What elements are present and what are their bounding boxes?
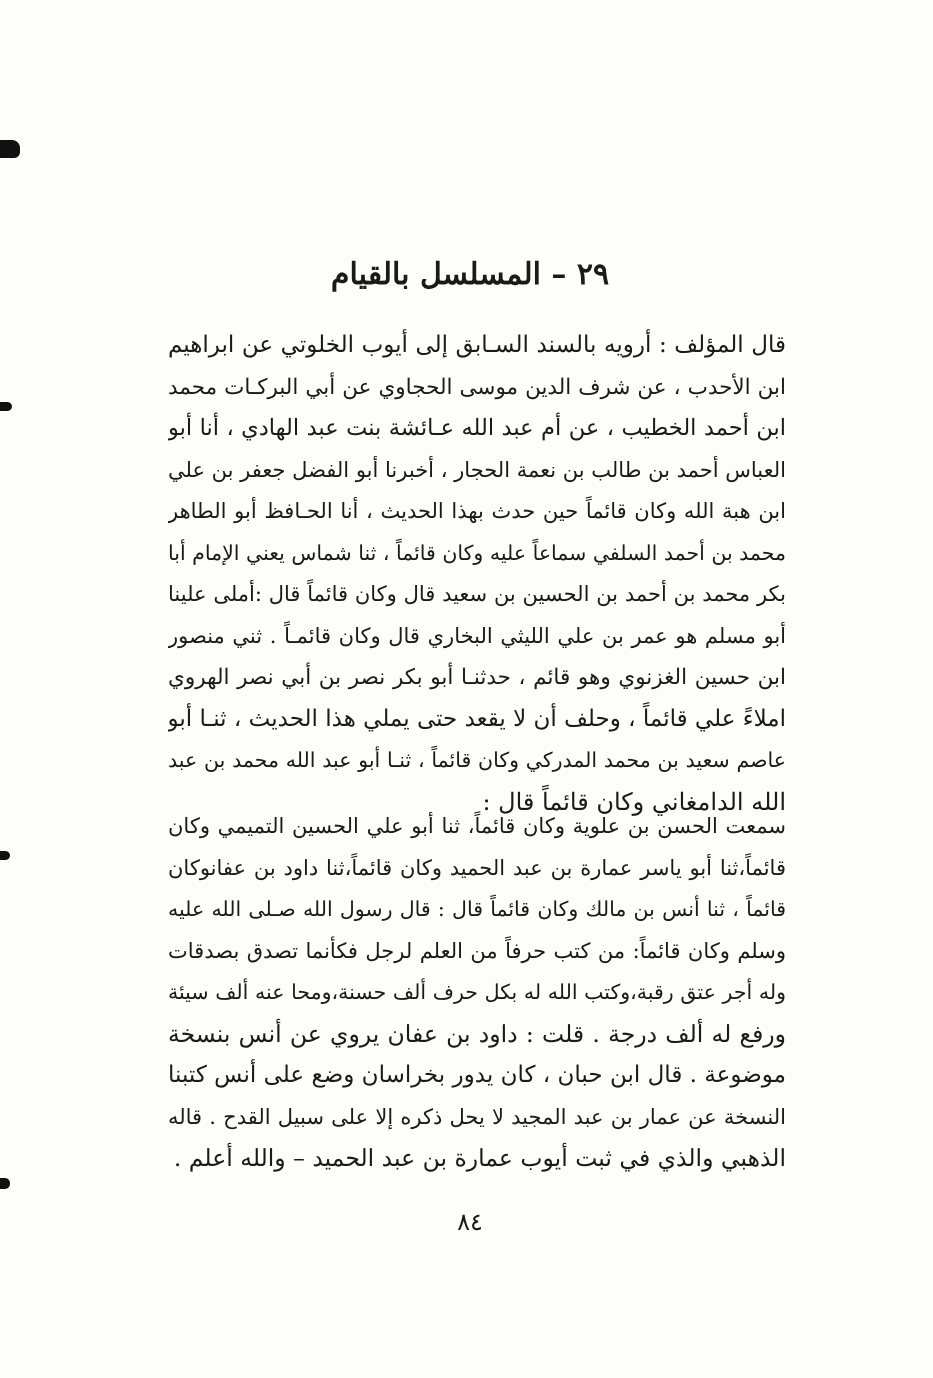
paragraph-2 (168, 806, 786, 1180)
text-line: وله أجر عتق رقبة،وكتب الله له بكل حرف ألف حسنة،ومحا عنه ألف سيئة (168, 980, 786, 1004)
text-line: قال المؤلف : أرويه بالسند السـابق إلى أيوب الخلوتي عن ابراهيم (168, 332, 786, 358)
paragraph-1 (168, 325, 786, 823)
text-line: الله الدامغاني وكان قائماً قال : (482, 787, 786, 816)
scan-edge-mark (0, 402, 12, 411)
scan-edge-mark (0, 140, 20, 158)
text-line: الذهبي والذي في ثبت أيوب عمارة بن عبد الحميد – والله أعلم . (173, 1144, 786, 1172)
text-line: بكر محمد بن أحمد بن الحسين بن سعيد قال وكان قائماً قال :أملى علينا (168, 582, 786, 606)
text-line: عاصم سعيد بن محمد المدركي وكان قائماً ، ثنـا أبو عبد الله محمد بن عبد (168, 748, 786, 772)
scan-edge-mark (0, 851, 10, 860)
scan-edge-mark (0, 1178, 10, 1189)
text-line: قائماً،ثنا أبو ياسر عمارة بن عبد الحميد وكان قائماً،ثنا داود بن عفانوكان (168, 855, 786, 880)
text-line: العباس أحمد بن طالب بن نعمة الحجار ، أخبرنا أبو الفضل جعفر بن علي (168, 457, 786, 482)
text-line: ابن حسين الغزنوي وهو قائم ، حدثنـا أبو بكر نصر بن أبي نصر الهروي (168, 665, 786, 690)
text-line: ورفع له ألف درجة . قلت : داود بن عفان يروي عن أنس بنسخة (168, 1019, 786, 1048)
text-line: موضوعة . قال ابن حبان ، كان يدور بخراسان وضع على أنس كتبنا (168, 1062, 786, 1088)
text-line: ابن أحمد الخطيب ، عن أم عبد الله عـائشة بنت عبد الهادي ، أنا أبو (168, 415, 786, 441)
text-line: قائماً ، ثنا أنس بن مالك وكان قائماً قال : قال رسول الله صـلى الله عليه (168, 897, 786, 921)
text-line: املاءً علي قائماً ، وحلف أن لا يقعد حتى يملي هذا الحديث ، ثنـا أبو (168, 705, 786, 732)
text-line: أبو مسلم هو عمر بن علي الليثي البخاري قال وكان قائمـاً . ثني منصور (168, 623, 786, 648)
text-line: ابن هبة الله وكان قائماً حين حدث بهذا الحديث ، أنا الحـافظ أبو الطاهر (168, 499, 786, 523)
text-line: سمعت الحسن بن علوية وكان قائماً، ثنا أبو علي الحسين التميمي وكان (168, 814, 786, 838)
text-line: وسلم وكان قائماً: من كتب حرفاً من العلم لرجل فكأنما تصدق بصدقات (168, 938, 786, 963)
page-number: ٨٤ (457, 1208, 483, 1236)
text-line: محمد بن أحمد السلفي سماعاً عليه وكان قائماً ، ثنا شماس يعني الإمام أبا (168, 540, 786, 565)
text-line: النسخة عن عمار بن عبد المجيد لا يحل ذكره إلا على سبيل القدح . قاله (168, 1104, 786, 1129)
chapter-title: ٢٩ – المسلسل بالقيام (330, 257, 610, 292)
text-line: ابن الأحدب ، عن شرف الدين موسى الحجاوي عن أبي البركـات محمد (168, 374, 786, 400)
